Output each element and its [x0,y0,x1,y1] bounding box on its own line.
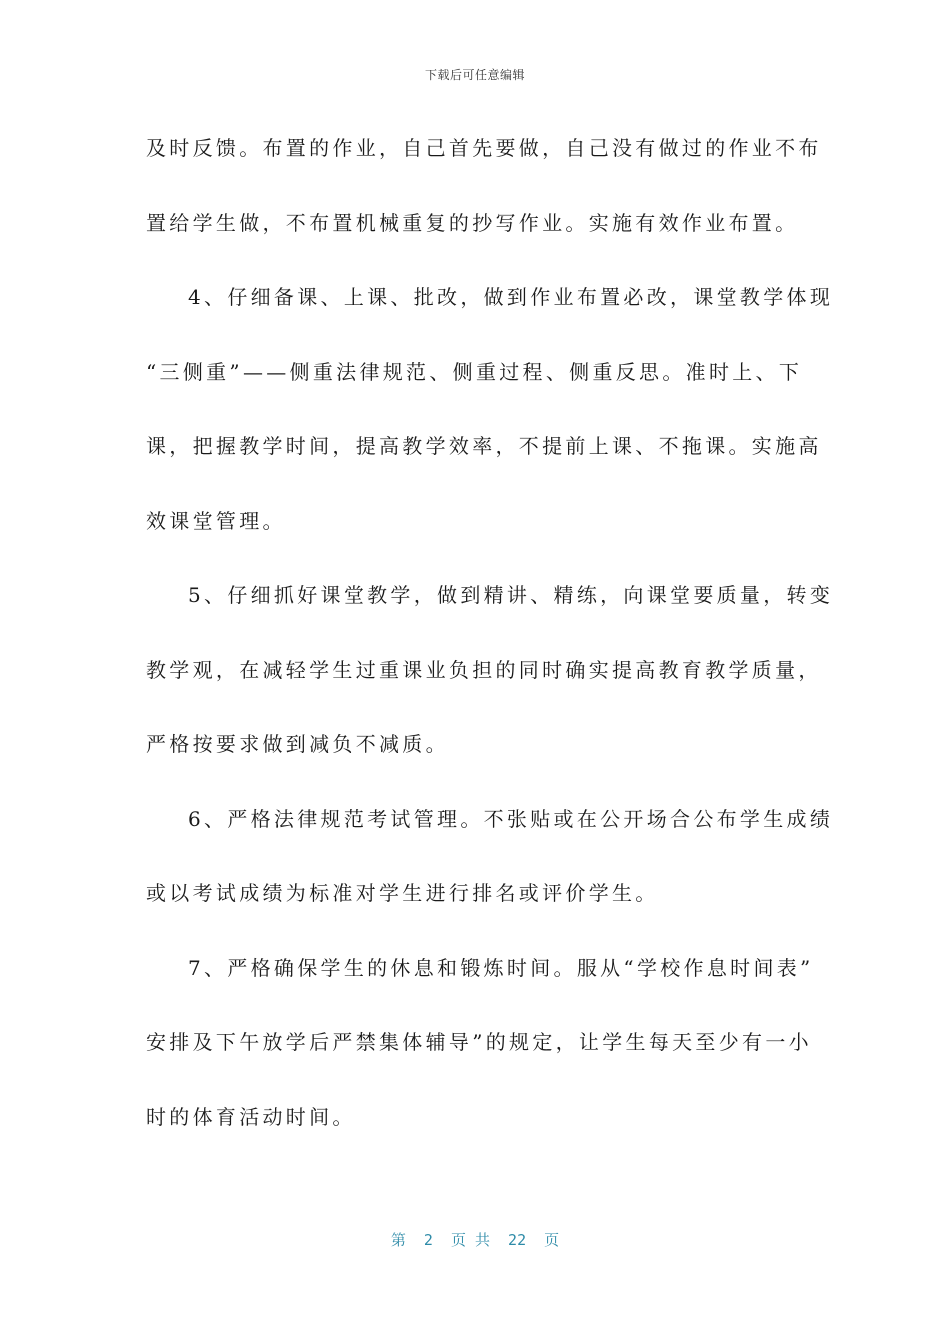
paragraph-line: 5、仔细抓好课堂教学，做到精讲、精练，向课堂要质量，转变 [188,583,834,607]
paragraph-line: 课，把握教学时间，提高教学效率，不提前上课、不拖课。实施高 [146,434,822,458]
paragraph-line: 置给学生做，不布置机械重复的抄写作业。实施有效作业布置。 [146,210,799,235]
paragraph-line: 严格按要求做到减负不减质。 [146,732,449,756]
paragraph-line: 或以考试成绩为标准对学生进行排名或评价学生。 [146,881,659,905]
paragraph-line: 安排及下午放学后严禁集体辅导”的规定，让学生每天至少有一小 [146,1030,812,1054]
header-note: 下载后可任意编辑 [424,68,525,82]
paragraph-line: 时的体育活动时间。 [146,1104,356,1129]
paragraph-line: 7、严格确保学生的休息和锻炼时间。服从“学校作息时间表” [188,955,814,980]
paragraph-line: 及时反馈。布置的作业，自己首先要做，自己没有做过的作业不布 [146,136,822,160]
paragraph-line: 6、严格法律规范考试管理。不张贴或在公开场合公布学生成绩 [188,806,834,831]
body-text [146,128,834,1171]
paragraph-line: 效课堂管理。 [146,508,286,533]
paragraph-line: 4、仔细备课、上课、批改，做到作业布置必改，课堂教学体现 [188,285,834,309]
paragraph-line: 教学观，在减轻学生过重课业负担的同时确实提高教育教学质量， [146,657,822,682]
paragraph-line: “三侧重”——侧重法律规范、侧重过程、侧重反思。准时上、下 [146,359,803,384]
page-number-footer: 第 2 页 共 22 页 [390,1231,560,1249]
